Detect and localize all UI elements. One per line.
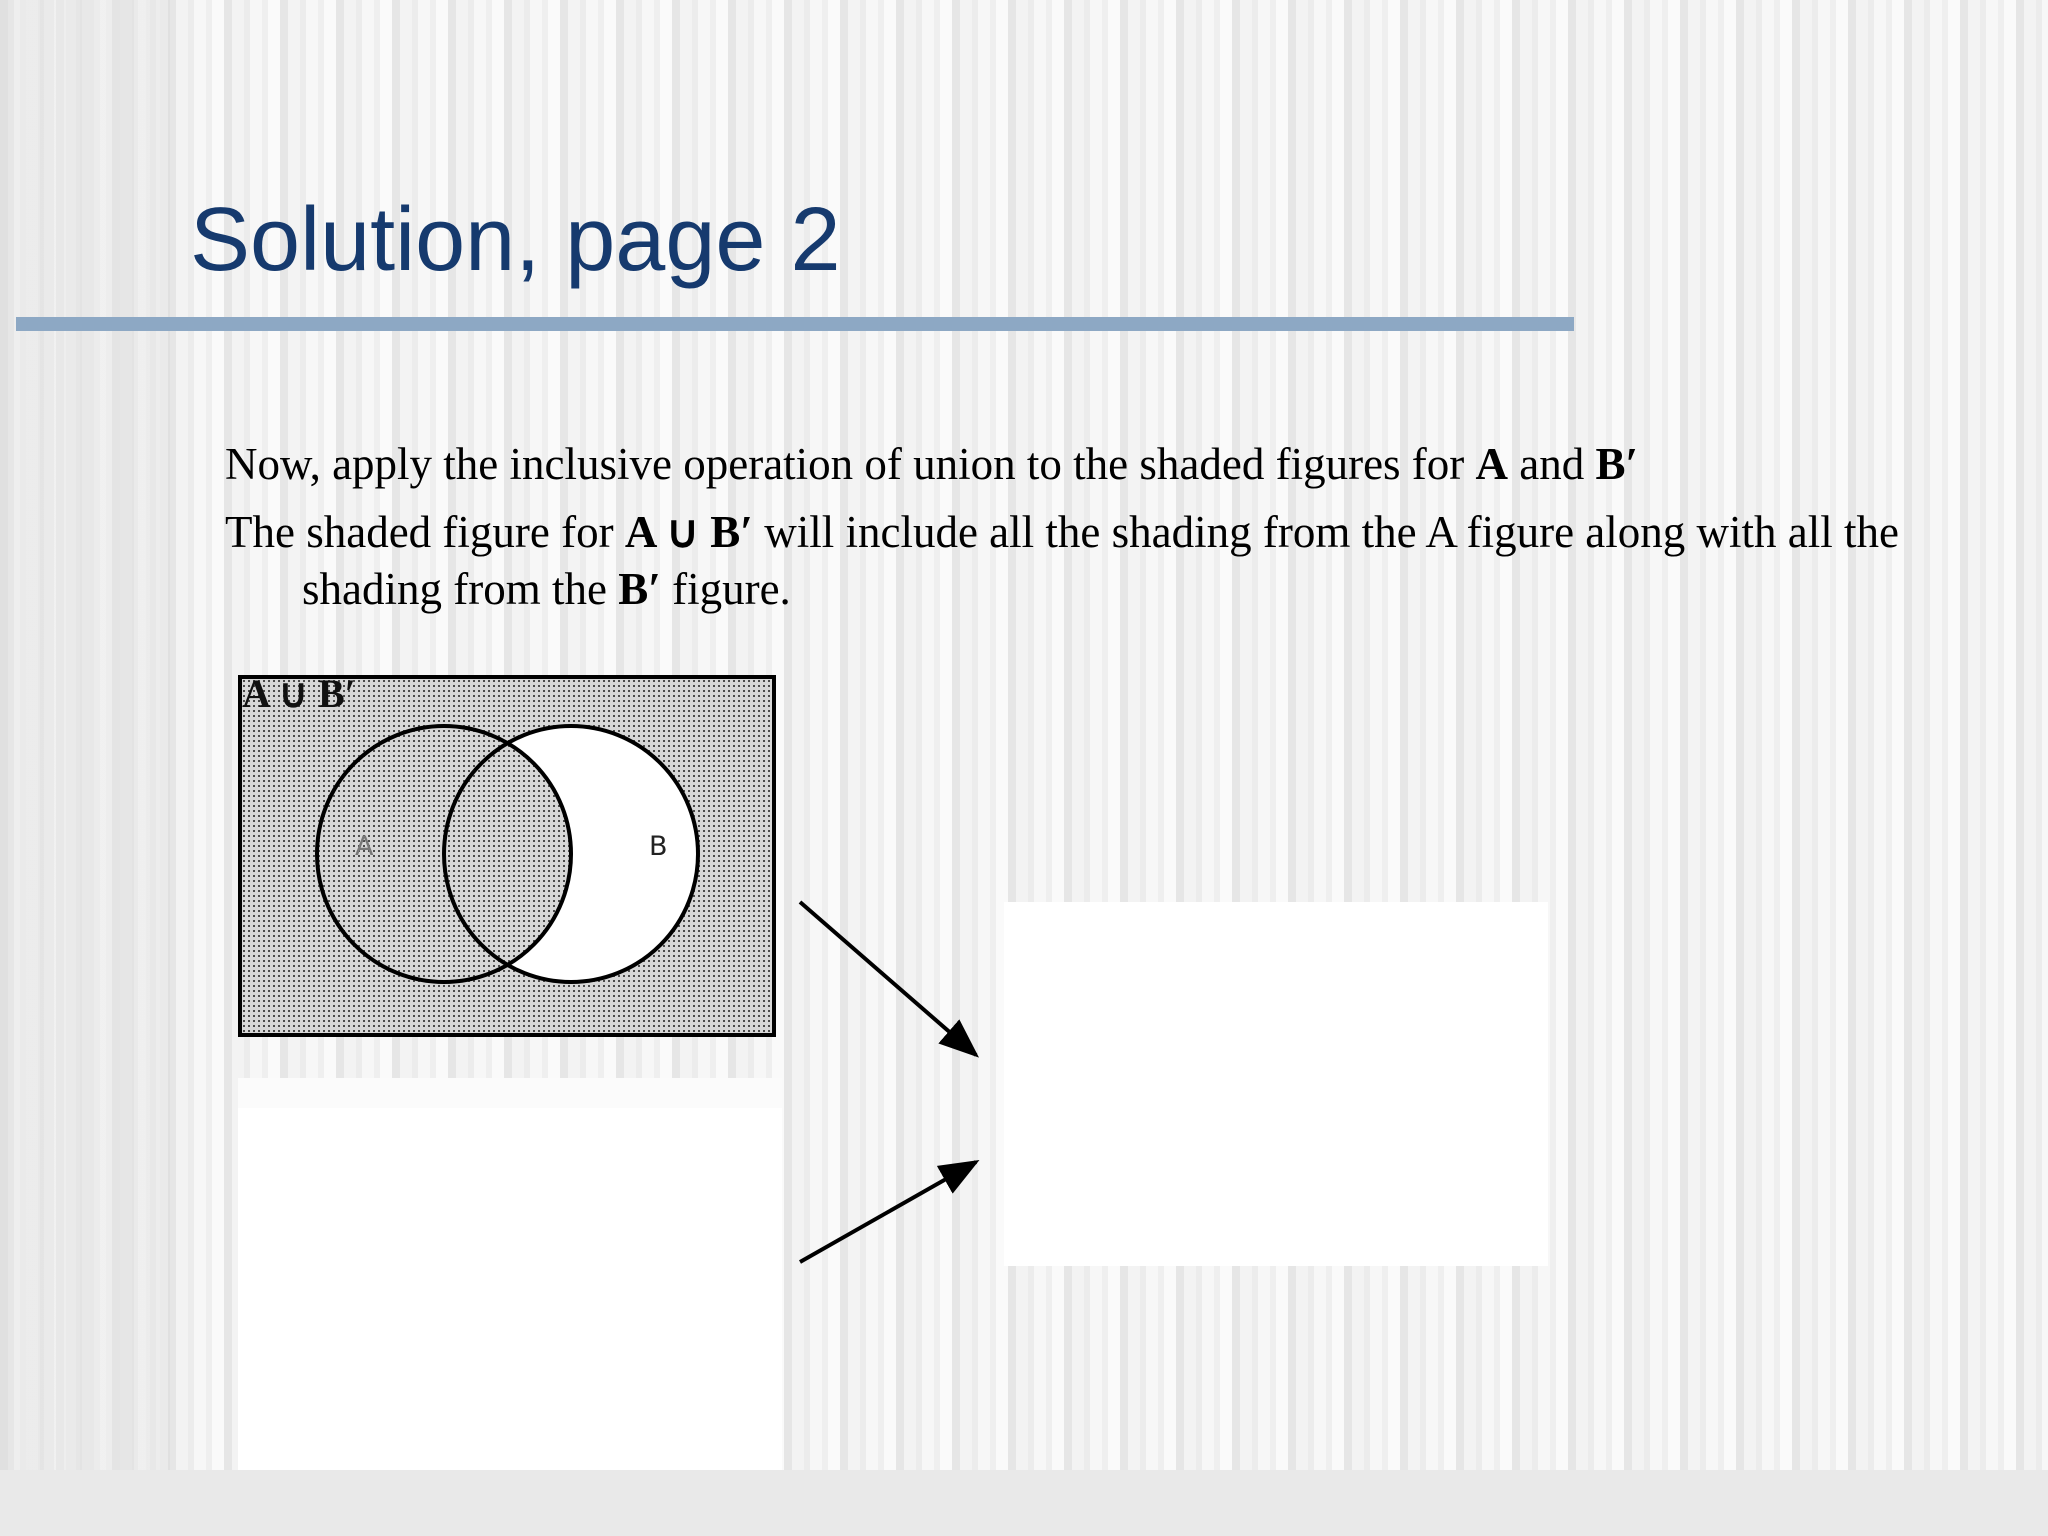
title-underline bbox=[16, 317, 1574, 331]
arrows-to-result bbox=[780, 880, 1010, 1270]
slide-title: Solution, page 2 bbox=[190, 190, 841, 290]
circle-a-label: A bbox=[355, 831, 374, 862]
p2-set-b-complement: B′ bbox=[618, 564, 661, 614]
venn-title: A ∪ B′ bbox=[242, 671, 356, 716]
background-bottom-band bbox=[0, 1470, 2048, 1536]
p1-text2: and bbox=[1508, 439, 1596, 489]
p2-text2: will include all the shading from the A figure along with all the shading from the bbox=[302, 507, 1899, 614]
paragraph-union-instruction bbox=[225, 436, 1985, 493]
arrow-from-top-figure bbox=[800, 902, 976, 1055]
blank-b-complement-figure bbox=[238, 1108, 782, 1470]
paragraph-union-explanation bbox=[225, 504, 1985, 618]
arrow-from-bottom-figure bbox=[800, 1162, 976, 1262]
venn-diagram-a-union-b-complement bbox=[237, 671, 777, 1038]
circle-b-label: B bbox=[649, 831, 668, 862]
p1-text1: Now, apply the inclusive operation of union to the shaded figures for bbox=[225, 439, 1476, 489]
background-stripes-left bbox=[0, 0, 170, 1470]
p2-text1: The shaded figure for bbox=[225, 507, 625, 557]
p2-union-expression: A ∪ B′ bbox=[624, 507, 753, 557]
p1-set-a: A bbox=[1475, 439, 1509, 489]
divider-strip bbox=[238, 1078, 782, 1108]
p1-set-b-complement: B′ bbox=[1595, 439, 1639, 489]
slide-body bbox=[225, 436, 1985, 629]
p2-text3: figure. bbox=[660, 564, 791, 614]
blank-result-figure bbox=[1004, 902, 1548, 1266]
